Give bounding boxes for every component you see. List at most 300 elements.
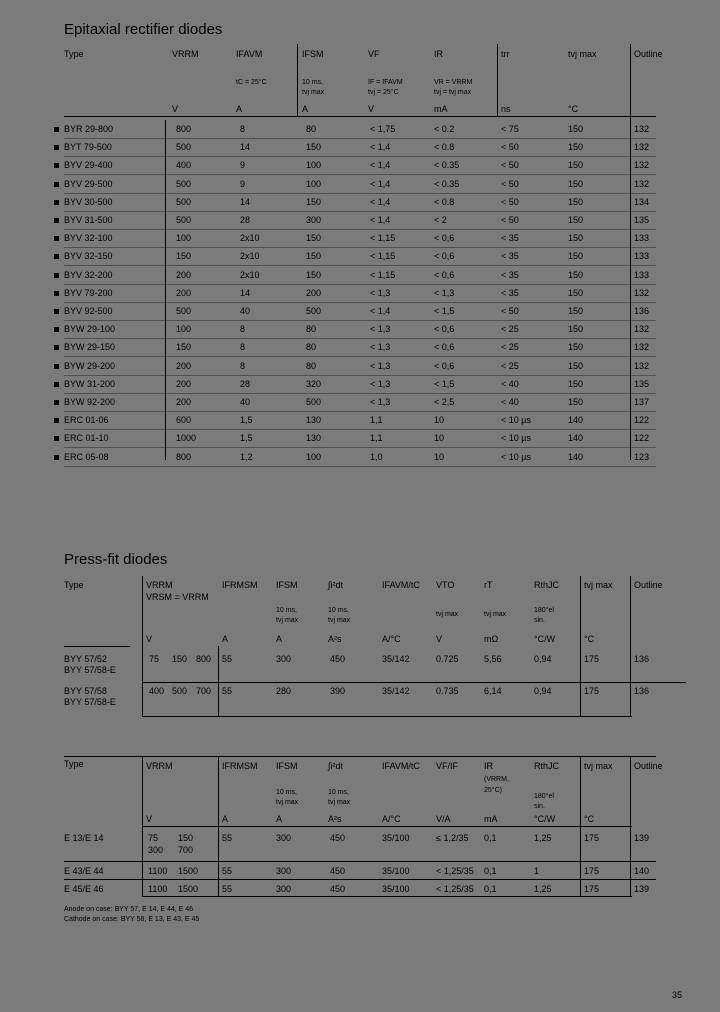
type-cell: E 45/E 46	[64, 884, 104, 894]
t2-vrsm-header: VRSM = VRRM	[146, 592, 209, 602]
value-cell: < 1,3	[370, 378, 391, 389]
bullet-icon	[54, 182, 59, 187]
value-cell: < 0,6	[434, 342, 455, 353]
value-cell: 1100	[148, 884, 168, 894]
value-cell: 8	[240, 124, 246, 134]
value-cell: < 10 µs	[501, 415, 531, 426]
value-cell: 55	[222, 884, 233, 894]
bullet-icon	[54, 218, 59, 223]
value-cell: < 40	[501, 397, 519, 407]
value-cell: 35/142	[382, 686, 410, 696]
t3-outline-header: Outline	[634, 761, 663, 771]
col-ifavm-header: IFAVM	[236, 49, 263, 59]
value-cell: < 25	[501, 360, 519, 371]
bullet-icon	[54, 455, 59, 460]
value-cell: 150	[568, 378, 584, 389]
value-cell: 800	[176, 124, 192, 134]
value-cell: < 2	[434, 215, 447, 225]
t2-rthjc-cond-1: 180°el	[534, 607, 554, 614]
bullet-icon	[54, 127, 59, 132]
value-cell: 200	[176, 378, 192, 389]
type-cell: BYW 29-200	[64, 360, 116, 371]
value-cell: < 1,15	[370, 251, 396, 262]
value-cell: 1,1	[370, 415, 383, 426]
table-row	[0, 430, 720, 448]
value-cell: 320	[306, 378, 322, 389]
t2-type-header: Type	[64, 580, 84, 590]
value-cell: < 1,25/35	[436, 866, 474, 876]
value-cell: 14	[240, 142, 251, 153]
table-row	[0, 248, 720, 266]
value-cell: < 1,4	[370, 178, 391, 189]
value-cell: 150	[568, 178, 584, 189]
table-row	[0, 176, 720, 194]
value-cell: 14	[240, 196, 251, 207]
value-cell: 450	[330, 884, 346, 894]
value-cell: 134	[634, 196, 650, 207]
value-cell: < 35	[501, 287, 519, 298]
press-fit-title: Press-fit diodes	[64, 551, 168, 568]
value-cell: 150	[172, 654, 188, 664]
value-cell: 1100	[148, 866, 168, 876]
t3-vrrm-header: VRRM	[146, 761, 173, 771]
value-cell: 133	[634, 251, 650, 262]
type-cell: BYY 57/58-E	[64, 665, 116, 675]
bullet-icon	[54, 236, 59, 241]
value-cell: 300	[276, 654, 292, 664]
type-cell: BYV 79-200	[64, 287, 113, 298]
value-cell: 35/100	[382, 866, 410, 876]
value-cell: < 50	[501, 215, 519, 225]
value-cell: 175	[584, 866, 600, 876]
value-cell: < 1,4	[370, 215, 391, 225]
value-cell: 1000	[176, 433, 197, 444]
t2-vto-header: VTO	[436, 580, 455, 590]
type-cell: BYT 79-500	[64, 142, 112, 153]
t2-ifavm-header: IFAVM/tC	[382, 580, 420, 590]
table-row	[0, 230, 720, 248]
value-cell: 132	[634, 360, 650, 371]
value-cell: 135	[634, 215, 650, 225]
value-cell: 135	[634, 378, 650, 389]
ir-condition-1: VR = VRRM	[434, 79, 473, 86]
type-cell: BYV 29-400	[64, 160, 113, 171]
value-cell: 175	[584, 884, 600, 894]
value-cell: 800	[176, 451, 192, 462]
unit-trr: ns	[501, 104, 511, 114]
value-cell: < 1,3	[370, 287, 391, 298]
value-cell: 450	[330, 833, 346, 843]
value-cell: 200	[176, 269, 192, 280]
value-cell: < 0,6	[434, 360, 455, 371]
page-number: 35	[672, 990, 683, 1000]
table-row	[0, 285, 720, 303]
value-cell: 35/100	[382, 833, 410, 843]
value-cell: 400	[176, 160, 192, 171]
bullet-icon	[54, 273, 59, 278]
value-cell: < 75	[501, 124, 519, 134]
bullet-icon	[54, 327, 59, 332]
value-cell: 75	[149, 654, 160, 664]
t3-unit-ir: mA	[484, 814, 498, 824]
bullet-icon	[54, 382, 59, 387]
value-cell: 400	[149, 686, 165, 696]
value-cell: < 0,6	[434, 251, 455, 262]
value-cell: 80	[306, 360, 317, 371]
value-cell: < 1,3	[370, 342, 391, 353]
value-cell: 0,94	[534, 686, 552, 696]
value-cell: < 1,3	[434, 287, 455, 298]
type-cell: BYY 57/52	[64, 654, 107, 664]
t3-i2dt-cond-2: tvj max	[328, 799, 351, 806]
value-cell: < 0.35	[434, 178, 460, 189]
value-cell: 0,1	[484, 833, 497, 843]
value-cell: 40	[240, 397, 251, 407]
t2-ifrmsm-header: IFRMSM	[222, 580, 258, 590]
value-cell: < 0,6	[434, 233, 455, 244]
value-cell: 150	[568, 287, 584, 298]
value-cell: 175	[584, 833, 600, 843]
value-cell: 2x10	[240, 233, 260, 244]
value-cell: 200	[306, 287, 322, 298]
type-cell: BYR 29-800	[64, 124, 114, 134]
value-cell: 6,14	[484, 686, 502, 696]
t3-unit-rthjc: °C/W	[534, 814, 556, 824]
value-cell: 300	[276, 866, 292, 876]
value-cell: < 1,4	[370, 306, 391, 316]
ifsm-condition-1: 10 ms,	[302, 79, 324, 86]
value-cell: < 25	[501, 342, 519, 353]
value-cell: < 1,5	[434, 378, 455, 389]
bullet-icon	[54, 436, 59, 441]
value-cell: < 1,25/35	[436, 884, 474, 894]
value-cell: 140	[568, 415, 584, 426]
value-cell: 140	[568, 433, 584, 444]
value-cell: 1,0	[370, 451, 383, 462]
value-cell: 132	[634, 324, 650, 335]
type-cell: BYV 29-500	[64, 178, 113, 189]
t2-ifsm-header: IFSM	[276, 580, 298, 590]
t2-ifsm-cond-2: tvj max	[276, 617, 299, 624]
value-cell: 122	[634, 415, 650, 426]
value-cell: 35/142	[382, 654, 410, 664]
t3-ifsm-cond-1: 10 ms,	[276, 789, 298, 796]
value-cell: 10	[434, 415, 445, 426]
value-cell: 1,1	[370, 433, 383, 444]
value-cell: 40	[240, 306, 251, 316]
unit-vrrm: V	[172, 104, 179, 114]
value-cell: < 0.8	[434, 142, 455, 153]
col-vf-header: VF	[368, 49, 380, 59]
value-cell: 150	[568, 124, 584, 134]
value-cell: 500	[176, 142, 192, 153]
value-cell: < 1,4	[370, 196, 391, 207]
table-row	[0, 412, 720, 430]
value-cell: 500	[176, 196, 192, 207]
value-cell: 150	[306, 269, 322, 280]
type-cell: BYV 32-100	[64, 233, 113, 244]
col-tvj-header: tvj max	[568, 49, 597, 59]
value-cell: 150	[568, 233, 584, 244]
table-row	[0, 376, 720, 394]
type-cell: BYV 31-500	[64, 215, 113, 225]
type-cell: BYV 32-200	[64, 269, 113, 280]
value-cell: < 2,5	[434, 397, 455, 407]
ifsm-condition-2: tvj max	[302, 89, 325, 96]
value-cell: 9	[240, 160, 246, 171]
table-row	[0, 449, 720, 467]
table-row	[0, 157, 720, 175]
value-cell: 0,1	[484, 884, 497, 894]
col-type-header: Type	[64, 49, 84, 59]
value-cell: < 1,3	[370, 360, 391, 371]
t2-i2dt-cond-1: 10 ms,	[328, 607, 350, 614]
value-cell: 8	[240, 324, 246, 335]
footnote-anode: Anode on case: BYY 57, E 14, E 44, E 46	[64, 906, 194, 913]
bullet-icon	[54, 254, 59, 259]
value-cell: < 0,6	[434, 269, 455, 280]
value-cell: < 35	[501, 269, 519, 280]
table-row	[0, 212, 720, 230]
t2-unit-i2dt: A²s	[328, 634, 342, 644]
value-cell: 80	[306, 324, 317, 335]
t3-rthjc-cond-2: sin.	[534, 803, 545, 810]
t2-unit-ifavm: A/°C	[382, 634, 401, 644]
value-cell: 200	[176, 360, 192, 371]
value-cell: 55	[222, 686, 233, 696]
t2-outline-header: Outline	[634, 580, 663, 590]
t3-unit-ifsm: A	[276, 814, 283, 824]
value-cell: 5,56	[484, 654, 502, 664]
value-cell: 150	[568, 215, 584, 225]
type-cell: BYY 57/58-E	[64, 697, 116, 707]
bullet-icon	[54, 163, 59, 168]
t3-ir-cond-2: 25°C)	[484, 787, 502, 794]
type-cell: BYW 92-200	[64, 397, 116, 407]
table-row	[0, 139, 720, 157]
unit-ifsm: A	[302, 104, 309, 114]
value-cell: 1,2	[240, 451, 253, 462]
value-cell: ≤ 1,2/35	[436, 833, 469, 843]
value-cell: 2x10	[240, 251, 260, 262]
value-cell: 150	[306, 142, 322, 153]
value-cell: 137	[634, 397, 650, 407]
t3-unit-v: V	[146, 814, 153, 824]
col-outline-header: Outline	[634, 49, 663, 59]
value-cell: 0.725	[436, 654, 459, 664]
type-cell: ERC 01-10	[64, 433, 109, 444]
table-row	[0, 121, 720, 139]
value-cell: 500	[306, 397, 322, 407]
value-cell: 450	[330, 866, 346, 876]
t3-rthjc-header: RthJC	[534, 761, 560, 771]
type-cell: BYV 30-500	[64, 196, 113, 207]
t2-unit-vto: V	[436, 634, 443, 644]
value-cell: 132	[634, 178, 650, 189]
value-cell: 150	[306, 251, 322, 262]
value-cell: 1,25	[534, 833, 552, 843]
value-cell: 1500	[178, 884, 199, 894]
value-cell: 10	[434, 451, 445, 462]
value-cell: 133	[634, 269, 650, 280]
value-cell: 300	[276, 833, 292, 843]
value-cell: 28	[240, 215, 251, 225]
value-cell: 300	[306, 215, 322, 225]
value-cell: 55	[222, 833, 233, 843]
value-cell: 150	[568, 142, 584, 153]
value-cell: 700	[196, 686, 212, 696]
value-cell: 150	[568, 269, 584, 280]
value-cell: 300	[276, 884, 292, 894]
col-trr-header: trr	[501, 49, 510, 59]
value-cell: < 1,4	[370, 160, 391, 171]
table-row	[0, 358, 720, 376]
t2-unit-ifsm: A	[276, 634, 283, 644]
value-cell: 1,25	[534, 884, 552, 894]
bullet-icon	[54, 418, 59, 423]
table-row	[0, 267, 720, 285]
type-cell: ERC 01-06	[64, 415, 109, 426]
value-cell: < 1,5	[434, 306, 455, 316]
bullet-icon	[54, 291, 59, 296]
value-cell: 0,94	[534, 654, 552, 664]
t3-unit-ifavm: A/°C	[382, 814, 401, 824]
value-cell: < 1,15	[370, 233, 396, 244]
value-cell: 122	[634, 433, 650, 444]
type-cell: BYY 57/58	[64, 686, 107, 696]
t3-tvj-header: tvj max	[584, 761, 613, 771]
ifavm-condition: tC = 25°C	[236, 79, 267, 86]
value-cell: 1,5	[240, 415, 253, 426]
unit-ir: mA	[434, 104, 448, 114]
type-cell: BYW 29-150	[64, 342, 116, 353]
value-cell: 150	[568, 251, 584, 262]
value-cell: 500	[172, 686, 188, 696]
type-cell: BYW 31-200	[64, 378, 116, 389]
value-cell: 123	[634, 451, 650, 462]
t3-ifavm-header: IFAVM/tC	[382, 761, 420, 771]
type-cell: BYV 92-500	[64, 306, 113, 316]
unit-vf: V	[368, 104, 375, 114]
t2-i2dt-cond-2: tvj max	[328, 617, 351, 624]
t3-ifsm-cond-2: tvj max	[276, 799, 299, 806]
bullet-icon	[54, 145, 59, 150]
footnote-cathode: Cathode on case: BYY 58, E 13, E 43, E 45	[64, 916, 200, 923]
t2-rt-cond: tvj max	[484, 611, 507, 618]
value-cell: < 0.35	[434, 160, 460, 171]
value-cell: 150	[178, 833, 194, 843]
value-cell: < 0.8	[434, 196, 455, 207]
bullet-icon	[54, 309, 59, 314]
table-row	[0, 303, 720, 321]
value-cell: 200	[176, 287, 192, 298]
value-cell: 1,5	[240, 433, 253, 444]
value-cell: 140	[568, 451, 584, 462]
bullet-icon	[54, 200, 59, 205]
t3-type-header: Type	[64, 759, 84, 769]
value-cell: 132	[634, 160, 650, 171]
value-cell: 132	[634, 342, 650, 353]
t2-unit-tvj: °C	[584, 634, 595, 644]
t3-vf-header: VF/IF	[436, 761, 458, 771]
value-cell: 1500	[178, 866, 199, 876]
value-cell: 150	[176, 342, 192, 353]
value-cell: 55	[222, 866, 233, 876]
t3-unit-ifrmsm: A	[222, 814, 229, 824]
value-cell: 450	[330, 654, 346, 664]
value-cell: 1	[534, 866, 540, 876]
value-cell: 100	[306, 178, 322, 189]
value-cell: < 0,6	[434, 324, 455, 335]
value-cell: < 1,75	[370, 124, 396, 134]
value-cell: < 10 µs	[501, 451, 531, 462]
t3-ifsm-header: IFSM	[276, 761, 298, 771]
type-cell: BYW 29-100	[64, 324, 116, 335]
bullet-icon	[54, 364, 59, 369]
value-cell: 80	[306, 124, 317, 134]
value-cell: 139	[634, 884, 650, 894]
value-cell: < 35	[501, 251, 519, 262]
vf-condition-1: IF = IFAVM	[368, 79, 403, 86]
value-cell: 100	[176, 233, 192, 244]
table-row	[0, 394, 720, 412]
value-cell: < 1,3	[370, 324, 391, 335]
t2-rthjc-cond-2: sin.	[534, 617, 545, 624]
value-cell: 2x10	[240, 269, 260, 280]
value-cell: 136	[634, 686, 650, 696]
t2-rthjc-header: RthJC	[534, 580, 560, 590]
value-cell: 0.735	[436, 686, 459, 696]
unit-tvj: °C	[568, 104, 579, 114]
value-cell: < 50	[501, 142, 519, 153]
value-cell: 9	[240, 178, 246, 189]
value-cell: 150	[568, 324, 584, 335]
t3-unit-vf: V/A	[436, 814, 451, 824]
value-cell: 35/100	[382, 884, 410, 894]
value-cell: 175	[584, 654, 600, 664]
value-cell: 150	[306, 196, 322, 207]
t3-ir-cond-1: (VRRM,	[484, 776, 509, 783]
value-cell: 80	[306, 342, 317, 353]
value-cell: 100	[306, 160, 322, 171]
t3-ir-header: IR	[484, 761, 493, 771]
t2-unit-ifrmsm: A	[222, 634, 229, 644]
t3-unit-tvj: °C	[584, 814, 595, 824]
value-cell: 55	[222, 654, 233, 664]
value-cell: 14	[240, 287, 251, 298]
value-cell: 75	[148, 833, 159, 843]
value-cell: < 25	[501, 324, 519, 335]
t3-i2dt-cond-1: 10 ms,	[328, 789, 350, 796]
value-cell: 8	[240, 360, 246, 371]
value-cell: 10	[434, 433, 445, 444]
value-cell: 140	[634, 866, 650, 876]
table-row	[0, 194, 720, 212]
value-cell: 600	[176, 415, 192, 426]
t3-rthjc-cond-1: 180°el	[534, 793, 554, 800]
epitaxial-title: Epitaxial rectifier diodes	[64, 21, 223, 38]
t2-tvj-header: tvj max	[584, 580, 613, 590]
value-cell: 8	[240, 342, 246, 353]
t2-vrrm-header: VRRM	[146, 580, 173, 590]
value-cell: < 1,15	[370, 269, 396, 280]
value-cell: 500	[176, 178, 192, 189]
value-cell: < 50	[501, 160, 519, 171]
value-cell: 130	[306, 433, 322, 444]
value-cell: < 1,3	[370, 397, 391, 407]
value-cell: < 50	[501, 306, 519, 316]
value-cell: 150	[568, 160, 584, 171]
